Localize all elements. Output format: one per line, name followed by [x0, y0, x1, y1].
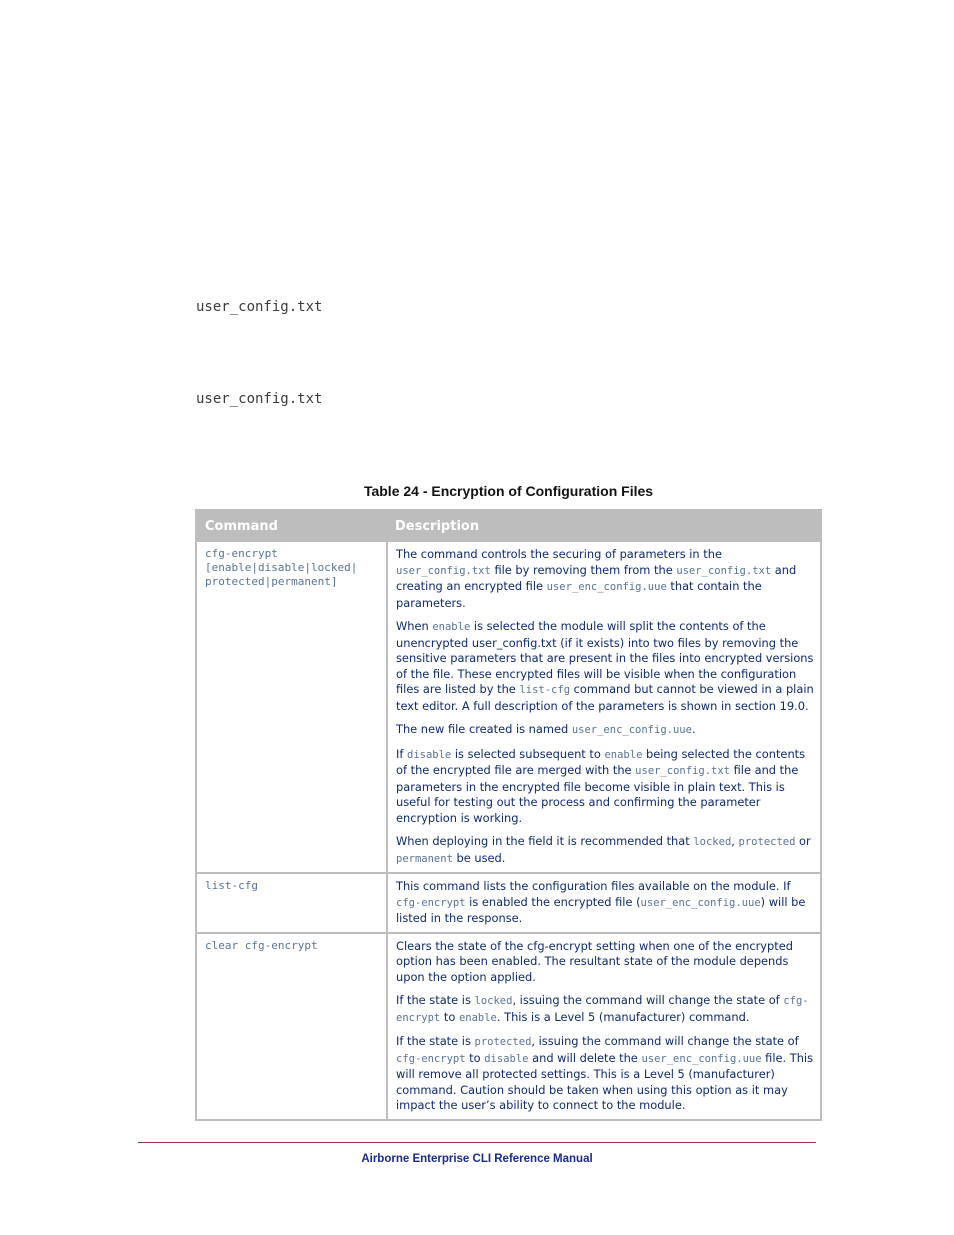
command-text: clear cfg-encrypt: [205, 938, 318, 952]
inline-code: disable: [484, 1052, 529, 1065]
inline-code: user_config.txt: [396, 564, 491, 577]
description-paragraph: If the state is protected, issuing the command will change the state of cfg-encrypt to disable and will delete the user_enc_config.uue file. This will remove all protected settings. This is a Level 5 (manufacturer) command. Caution should be taken when using this option as it may impact the user’s ability to connect to the module.: [396, 1034, 814, 1112]
command-cell: [196, 873, 387, 933]
table-body: [196, 541, 821, 1120]
description-paragraph: When deploying in the field it is recommended that locked, protected or permanent be used.: [396, 834, 811, 865]
table-row: [196, 541, 821, 873]
table-caption: Table 24 - Encryption of Configuration Files: [363, 483, 654, 499]
inline-code: protected: [738, 836, 796, 848]
inline-code: locked: [693, 836, 732, 848]
command-cell: [196, 933, 387, 1120]
table-row: [196, 873, 821, 933]
inline-code: disable: [407, 748, 452, 761]
inline-code: cfg-encrypt: [396, 995, 809, 1024]
description-cell: [387, 873, 821, 933]
inline-code: user_config.txt: [635, 765, 730, 777]
encryption-table: [195, 509, 822, 1121]
footer-rule: [138, 1142, 816, 1143]
inline-code: user_enc_config.uue: [546, 581, 667, 593]
description-paragraph: When enable is selected the module will split the contents of the unencrypted user_config.txt (if it exists) into two files by removing the sensitive parameters that are present in the files into encrypted versions of the file. These encrypted files will be visible when the configuration files are listed by the list-cfg command but cannot be viewed in a plain text editor. A full description of the parameters is shown in section 19.0.: [396, 619, 814, 713]
table-row: [196, 933, 821, 1120]
description-cell: [387, 541, 821, 873]
page-footer: Airborne Enterprise CLI Reference Manual: [361, 1153, 593, 1165]
code-line-2: user_config.txt: [196, 391, 323, 407]
inline-code: user_enc_config.uue: [640, 896, 761, 909]
table-header-row: [196, 510, 821, 541]
inline-code: locked: [474, 995, 513, 1007]
description-paragraph: The command controls the securing of parameters in the user_config.txt file by removing them from the user_config.txt and creating an encrypted file user_enc_config.uue that contain the parameters.: [396, 547, 797, 610]
header-description: Description: [387, 510, 821, 541]
description-paragraph: If the state is locked, issuing the command will change the state of cfg-encrypt to enable. This is a Level 5 (manufacturer) command.: [396, 993, 809, 1024]
command-text: cfg-encrypt: [205, 547, 278, 560]
inline-code: enable: [458, 1011, 497, 1024]
description-cell: [387, 933, 821, 1120]
description-paragraph: Clears the state of the cfg-encrypt setting when one of the encrypted option has been enabled. The resultant state of the module depends upon the option applied.: [396, 938, 793, 984]
description-paragraph: If disable is selected subsequent to enable being selected the contents of the encrypted file are merged with the user_config.txt file and the parameters in the encrypted file become visible in plain text. This is useful for testing out the process and confirming the parameter encryption is working.: [396, 746, 806, 825]
inline-code: enable: [604, 748, 643, 761]
inline-code: permanent: [396, 852, 453, 865]
inline-code: list-cfg: [519, 684, 571, 696]
code-line-1: user_config.txt: [196, 299, 323, 315]
inline-code: user_enc_config.uue: [641, 1052, 762, 1065]
command-text: list-cfg: [205, 879, 258, 892]
inline-code: cfg-encrypt: [396, 1052, 466, 1065]
inline-code: enable: [432, 621, 471, 633]
command-text: protected|permanent]: [205, 575, 338, 588]
inline-code: user_config.txt: [676, 564, 772, 577]
inline-code: user_enc_config.uue: [571, 724, 692, 736]
description-paragraph: This command lists the configuration files available on the module. If cfg-encrypt is enabled the encrypted file (user_enc_config.uue) will be listed in the response.: [396, 879, 806, 925]
inline-code: cfg-encrypt: [396, 896, 466, 909]
description-paragraph: The new file created is named user_enc_config.uue.: [396, 722, 696, 736]
command-cell: [196, 541, 387, 873]
command-text: [enable|disable|locked|: [205, 561, 358, 574]
inline-code: protected: [474, 1036, 532, 1048]
header-command: Command: [196, 510, 387, 541]
